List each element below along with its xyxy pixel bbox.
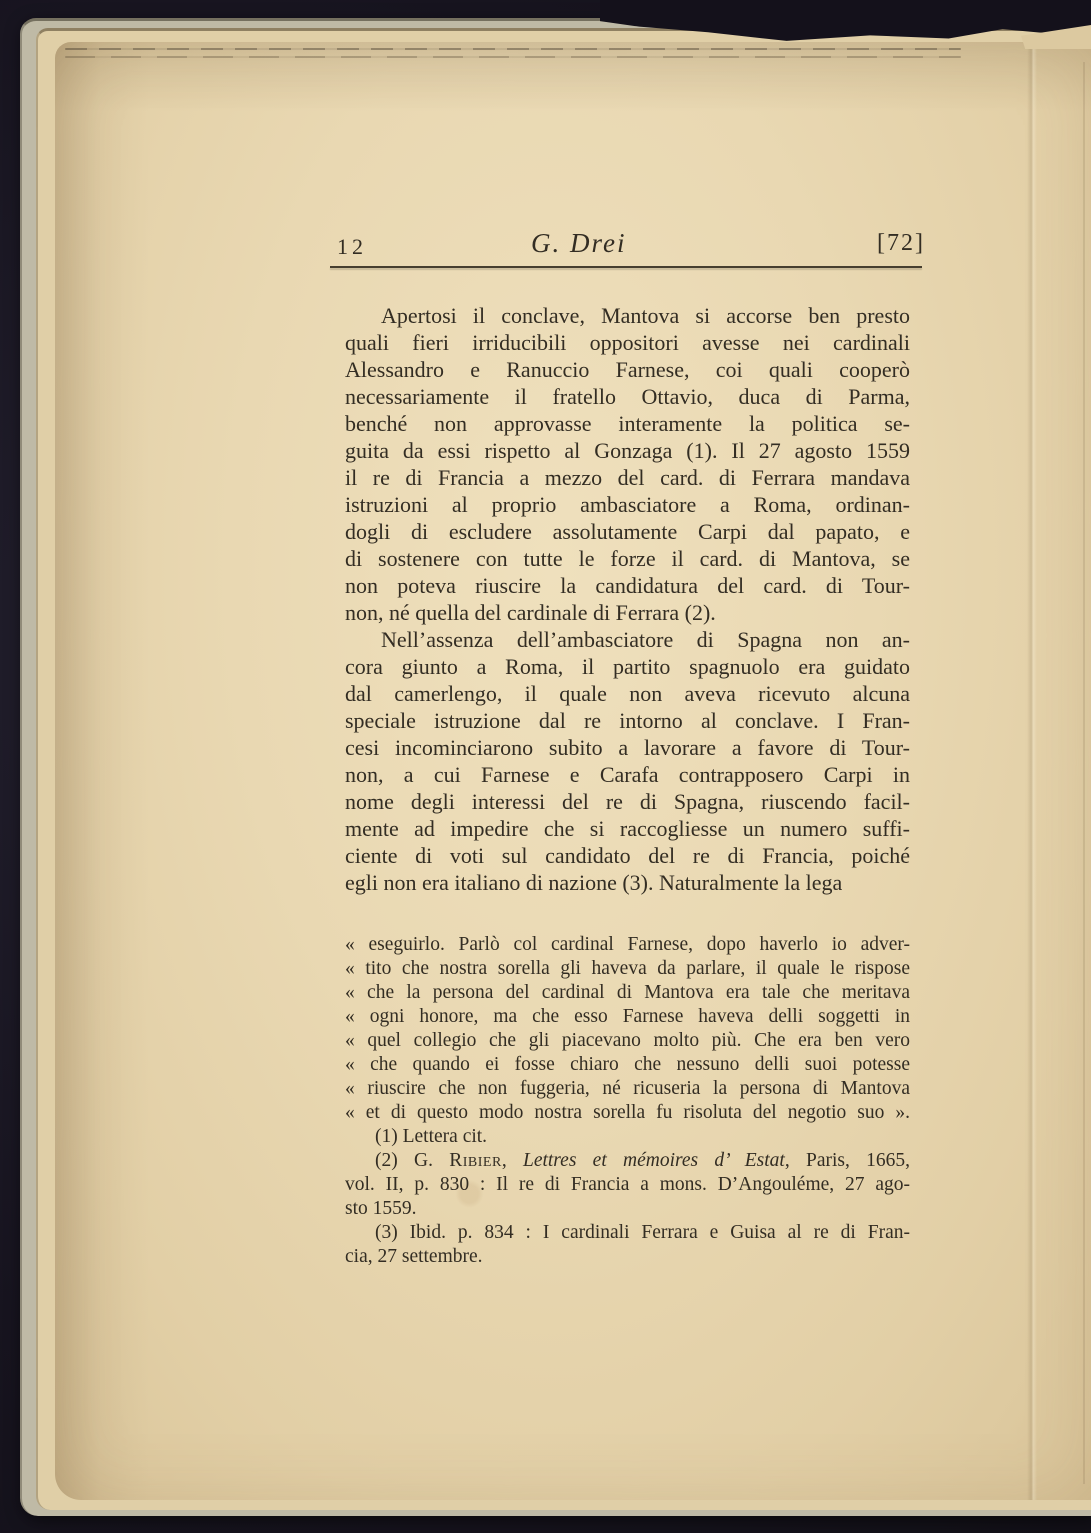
footnote-line xyxy=(345,1173,910,1197)
text-line: egli non era italiano di nazione (3). Naturalmente la lega xyxy=(345,870,843,895)
footnote-text: vol. II, p. 830 : Il re di Francia a mons. D’Angouléme, 27 ago- xyxy=(345,1174,910,1195)
page-edge-line xyxy=(65,48,961,50)
footnote-line xyxy=(345,1221,910,1245)
footnote-quote-line: « ogni honore, ma che esso Farnese haveva delli soggetti in xyxy=(345,1006,910,1027)
column-reference: [72] xyxy=(877,230,925,256)
footnote-quote-line: « che quando ei fosse chiaro che nessuno delli suoi potesse xyxy=(345,1054,910,1075)
footnote-quote-line: « riuscire che non fuggeria, né ricuseria la persona di Mantova xyxy=(345,1078,910,1099)
footnote-line xyxy=(345,1125,910,1149)
header-rule xyxy=(330,266,922,268)
text-line: di sostenere con tutte le forze il card. di Mantova, se xyxy=(345,546,910,571)
footnote-text: , xyxy=(501,1150,523,1171)
paper-crease xyxy=(1027,42,1037,1500)
main-text xyxy=(345,302,910,896)
text-line: cesi incominciarono subito a lavorare a favore di Tour- xyxy=(345,735,910,760)
text-line: mente ad impedire che si raccogliesse un numero suffi- xyxy=(345,816,910,841)
text-line: Nell’assenza dell’ambasciatore di Spagna non an- xyxy=(381,627,910,652)
footnote-quote-line: « tito che nostra sorella gli haveva da parlare, il quale le rispose xyxy=(345,958,910,979)
text-line: guita da essi rispetto al Gonzaga (1). Il 27 agosto 1559 xyxy=(345,438,910,463)
footnote-line xyxy=(345,1245,910,1269)
book-page xyxy=(55,42,1091,1500)
text-line: istruzioni al proprio ambasciatore a Roma, ordinan- xyxy=(345,492,910,517)
footnote-quote-line: « quel collegio che gli piacevano molto più. Che era ben vero xyxy=(345,1030,910,1051)
page-header xyxy=(333,228,925,262)
text-line: Apertosi il conclave, Mantova si accorse ben presto xyxy=(381,303,910,328)
text-line: nome degli interessi del re di Spagna, riuscendo facil- xyxy=(345,789,910,814)
text-line: speciale istruzione dal re intorno al conclave. I Fran- xyxy=(345,708,910,733)
text-line: dal camerlengo, il quale non aveva ricevuto alcuna xyxy=(345,681,910,706)
footnote-line xyxy=(345,1197,910,1221)
text-line: il re di Francia a mezzo del card. di Ferrara mandava xyxy=(345,465,910,490)
text-line: Alessandro e Ranuccio Farnese, coi quali cooperò xyxy=(345,357,910,382)
text-line: necessariamente il fratello Ottavio, duca di Parma, xyxy=(345,384,910,409)
page-number: 12 xyxy=(337,234,367,259)
footnote-text: sto 1559. xyxy=(345,1198,417,1219)
page-edge-line xyxy=(1083,62,1085,1484)
footnote-text: (1) Lettera cit. xyxy=(375,1126,488,1147)
footnote-text: cia, 27 settembre. xyxy=(345,1246,483,1267)
text-line: ciente di voti sul candidato del re di Francia, poiché xyxy=(345,843,910,868)
footnote-text: Ribier xyxy=(449,1150,502,1171)
footnote-text: Lettres et mémoires d’ Estat xyxy=(522,1150,785,1171)
text-line: non, né quella del cardinale di Ferrara (2). xyxy=(345,600,716,625)
footnote-text: , Paris, 1665, xyxy=(784,1150,910,1171)
footnote-text: (2) G. xyxy=(375,1150,450,1171)
text-line: non poteva riuscire la candidatura del card. di Tour- xyxy=(345,573,910,598)
text-line: benché non approvasse interamente la politica se- xyxy=(345,411,910,436)
text-line: cora giunto a Roma, il partito spagnuolo era guidato xyxy=(345,654,910,679)
text-line: non, a cui Farnese e Carafa contrapposero Carpi in xyxy=(345,762,910,787)
footnote-quote-line: « che la persona del cardinal di Mantova era tale che meritava xyxy=(345,982,910,1003)
running-title: G. Drei xyxy=(531,228,627,258)
text-line: dogli di escludere assolutamente Carpi dal papato, e xyxy=(345,519,910,544)
footnotes xyxy=(345,933,910,1269)
footnote-quote-line: « et di questo modo nostra sorella fu risoluta del negotio suo ». xyxy=(345,1102,910,1123)
text-line: quali fieri irriducibili oppositori avesse nei cardinali xyxy=(345,330,910,355)
page-edge-line xyxy=(65,56,961,58)
footnote-text: (3) Ibid. p. 834 : I cardinali Ferrara e Guisa al re di Fran- xyxy=(375,1222,910,1243)
footnote-quote-line: « eseguirlo. Parlò col cardinal Farnese, dopo haverlo io adver- xyxy=(345,934,910,955)
footnote-line xyxy=(345,1149,910,1173)
